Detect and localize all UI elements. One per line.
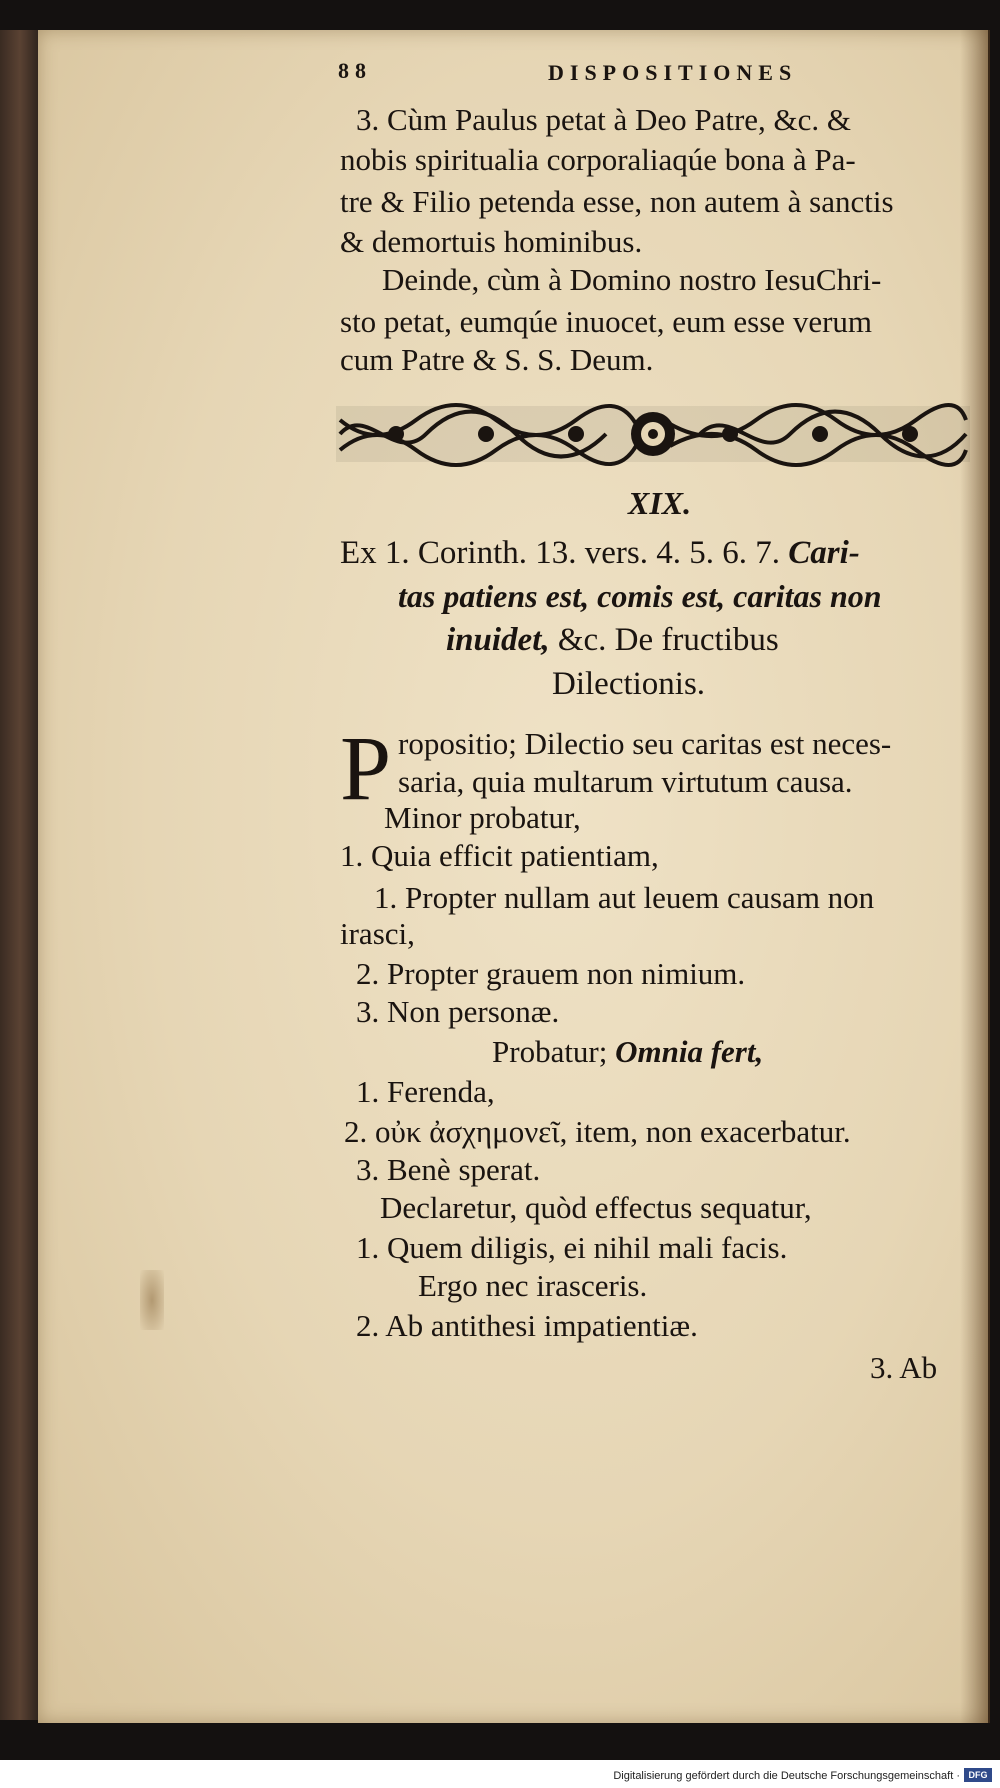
probatur-quote: Omnia fert, <box>615 1034 764 1069</box>
text-line: irasci, <box>340 916 415 951</box>
text-line: ropositio; Dilectio seu caritas est neces- <box>398 726 892 761</box>
heading-line-2: tas patiens est, comis est, caritas non <box>398 578 882 614</box>
text-line: & demortuis hominibus. <box>340 224 643 259</box>
text-line: 1. Quia efficit patientiam, <box>340 838 659 873</box>
text-line: Ergo nec irasceris. <box>418 1268 648 1303</box>
text-line-probatur <box>492 1036 763 1067</box>
text-line: Declaretur, quòd effectus sequatur, <box>380 1190 812 1225</box>
text-line: cum Patre & S. S. Deum. <box>340 342 654 377</box>
decorative-ornament-band <box>336 400 970 468</box>
text-line: tre & Filio petenda esse, non autem à sanctis <box>340 184 894 219</box>
heading-line-1 <box>340 537 860 570</box>
heading-reference: Ex 1. Corinth. 13. vers. 4. 5. 6. 7. <box>340 535 780 571</box>
digitization-credit: Digitalisierung gefördert durch die Deutsche Forschungsgemeinschaft · <box>613 1770 960 1782</box>
text-line: 2. οὐκ ἀσχημονεῖ, item, non exacerbatur. <box>344 1114 851 1149</box>
page-edge-shadow <box>960 30 990 1723</box>
text-line: Minor probatur, <box>384 800 581 835</box>
paper-stain <box>140 1270 164 1330</box>
text-line: saria, quia multarum virtutum causa. <box>398 764 853 799</box>
text-line: Deinde, cùm à Domino nostro IesuChri- <box>382 262 882 297</box>
text-line: 2. Propter grauem non nimium. <box>356 956 746 991</box>
text-line: 1. Propter nullam aut leuem causam non <box>374 880 875 915</box>
text-line: sto petat, eumqúe inuocet, eum esse verum <box>340 304 873 339</box>
text-line: 1. Ferenda, <box>356 1074 495 1109</box>
heading-quote-end: inuidet, <box>446 622 550 658</box>
text-line: 2. Ab antithesi impatientiæ. <box>356 1308 698 1343</box>
text-line: 3. Benè sperat. <box>356 1152 541 1187</box>
heading-quote: Cari- <box>788 535 860 571</box>
text-line: nobis spiritualia corporaliaqúe bona à Pa- <box>340 142 856 177</box>
section-number: XIX. <box>628 485 692 521</box>
running-title: DISPOSITIONES <box>548 60 798 85</box>
text-line: 3. Cùm Paulus petat à Deo Patre, &c. & <box>356 102 852 137</box>
heading-subject: &c. De fructibus <box>557 622 779 658</box>
dfg-logo-icon: DFG <box>964 1768 992 1782</box>
heading-line-4: Dilectionis. <box>552 666 706 702</box>
catchword: 3. Ab <box>870 1350 938 1385</box>
text-line: 1. Quem diligis, ei nihil mali facis. <box>356 1230 788 1265</box>
text-line: 3. Non personæ. <box>356 994 560 1029</box>
drop-cap: P <box>340 717 392 819</box>
probatur-label: Probatur; <box>492 1034 608 1069</box>
page-number: 88 <box>338 58 372 83</box>
book-spine <box>0 30 40 1720</box>
heading-line-3 <box>446 624 779 657</box>
